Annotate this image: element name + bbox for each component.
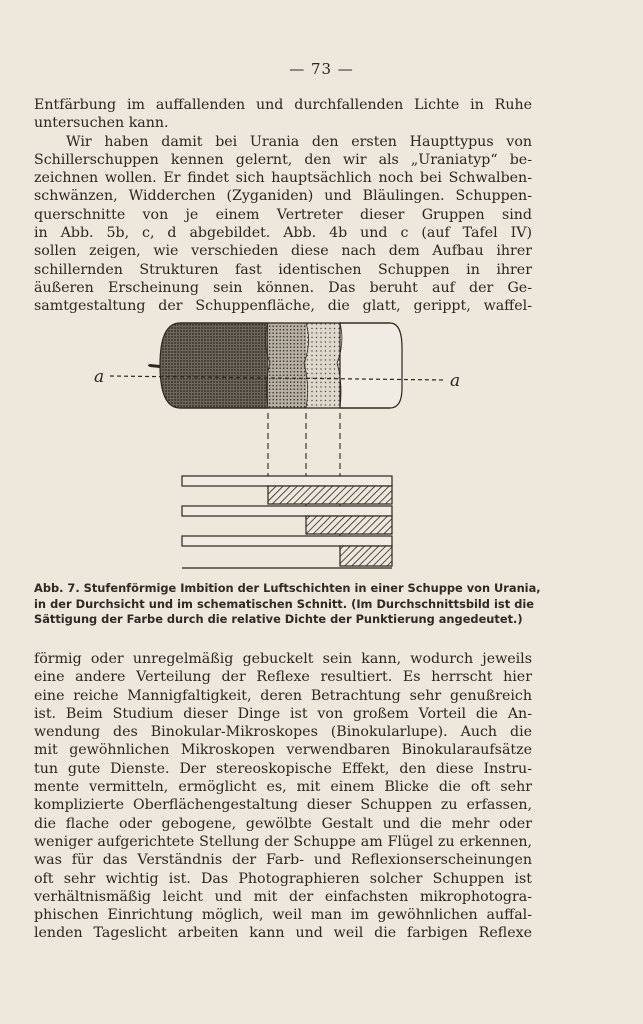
text-line: tun gute Dienste. Der stereoskopische Effekt, den diese Instru-: [34, 760, 532, 777]
body-text: [34, 96, 532, 316]
text-line: was für das Verständnis der Farb- und Reflexionserscheinungen: [34, 852, 532, 869]
text-line: komplizierte Oberflächengestaltung dieser Schuppen zu erfassen,: [34, 797, 532, 814]
text-line: zeichnen wollen. Er findet sich hauptsächlich noch bei Schwalben-: [34, 170, 532, 187]
text-line: oft sehr wichtig ist. Das Photographieren solcher Schuppen ist: [34, 870, 532, 887]
text-line: äußeren Erscheinung sein können. Das beruht auf der Ge-: [34, 279, 532, 296]
section-layers: [182, 476, 392, 568]
scale-top-view: [148, 323, 402, 408]
text-line: schillernden Strukturen fast identischen Schuppen in ihrer: [34, 261, 532, 278]
text-line: weniger aufgerichtete Stellung der Schuppe am Flügel zu erkennen,: [34, 833, 532, 850]
text-line: ist. Beim Studium dieser Dinge ist von großem Vorteil die An-: [34, 705, 532, 722]
text-line: samtgestaltung der Schuppenfläche, die glatt, gerippt, waffel-: [34, 298, 532, 315]
page-number: — 73 —: [289, 60, 354, 78]
figure-caption: [34, 581, 541, 628]
text-line: sollen zeigen, wie verschieden diese nach dem Aufbau ihrer: [34, 243, 532, 260]
text-line: förmig oder unregelmäßig gebuckelt sein kann, wodurch jeweils: [34, 651, 532, 667]
text-line: eine andere Verteilung der Reflexe resultiert. Es herrscht hier: [34, 669, 532, 686]
body-text: [34, 650, 532, 943]
section-label-right: a: [450, 371, 461, 391]
text-line: mente vermitteln, ermöglicht es, mit einem Blicke die oft sehr: [34, 779, 532, 796]
scale-diagram-svg: [90, 318, 470, 580]
caption-line: Sättigung der Farbe durch die relative Dichte der Punktierung angedeutet.): [34, 612, 523, 626]
text-line: Schillerschuppen kennen gelernt, den wir als „Uraniatyp“ be-: [34, 151, 532, 168]
text-line: querschnitte von je einem Vertreter dieser Gruppen sind: [34, 206, 532, 223]
section-label-left: a: [94, 367, 105, 387]
caption-line: in der Durchsicht und im schematischen Schnitt. (Im Durchschnittsbild ist die: [34, 596, 534, 611]
text-line: mit gewöhnlichen Mikroskopen verwendbaren Binokularaufsätze: [34, 742, 532, 759]
text-line: Entfärbung im auffallenden und durchfallenden Lichte in Ruhe: [34, 97, 532, 113]
text-line: eine reiche Mannigfaltigkeit, deren Betrachtung sehr genußreich: [34, 687, 532, 704]
text-line: wendung des Binokular-Mikroskopes (Binokularlupe). Auch die: [34, 724, 532, 741]
text-line: phischen Einrichtung möglich, weil man im gewöhnlichen auffal-: [34, 907, 532, 924]
text-line: lenden Tageslicht arbeiten kann und weil die farbigen Reflexe: [34, 925, 532, 942]
text-line: Wir haben damit bei Urania den ersten Haupttypus von: [66, 133, 532, 150]
text-line: in Abb. 5b, c, d abgebildet. Abb. 4b und c (auf Tafel IV): [34, 225, 532, 242]
text-line: die flache oder gebogene, gewölbte Gestalt und die mehr oder: [34, 815, 532, 832]
caption-line: Abb. 7. Stufenförmige Imbition der Luftschichten in einer Schuppe von Urania,: [34, 581, 541, 595]
text-line: verhältnismäßig leicht und mit der einfachsten mikrophotogra-: [34, 888, 532, 905]
figure-scale-diagram: [90, 318, 470, 580]
text-line: untersuchen kann.: [34, 115, 169, 132]
text-line: schwänzen, Widderchen (Zyganiden) und Bläulingen. Schuppen-: [34, 188, 532, 205]
